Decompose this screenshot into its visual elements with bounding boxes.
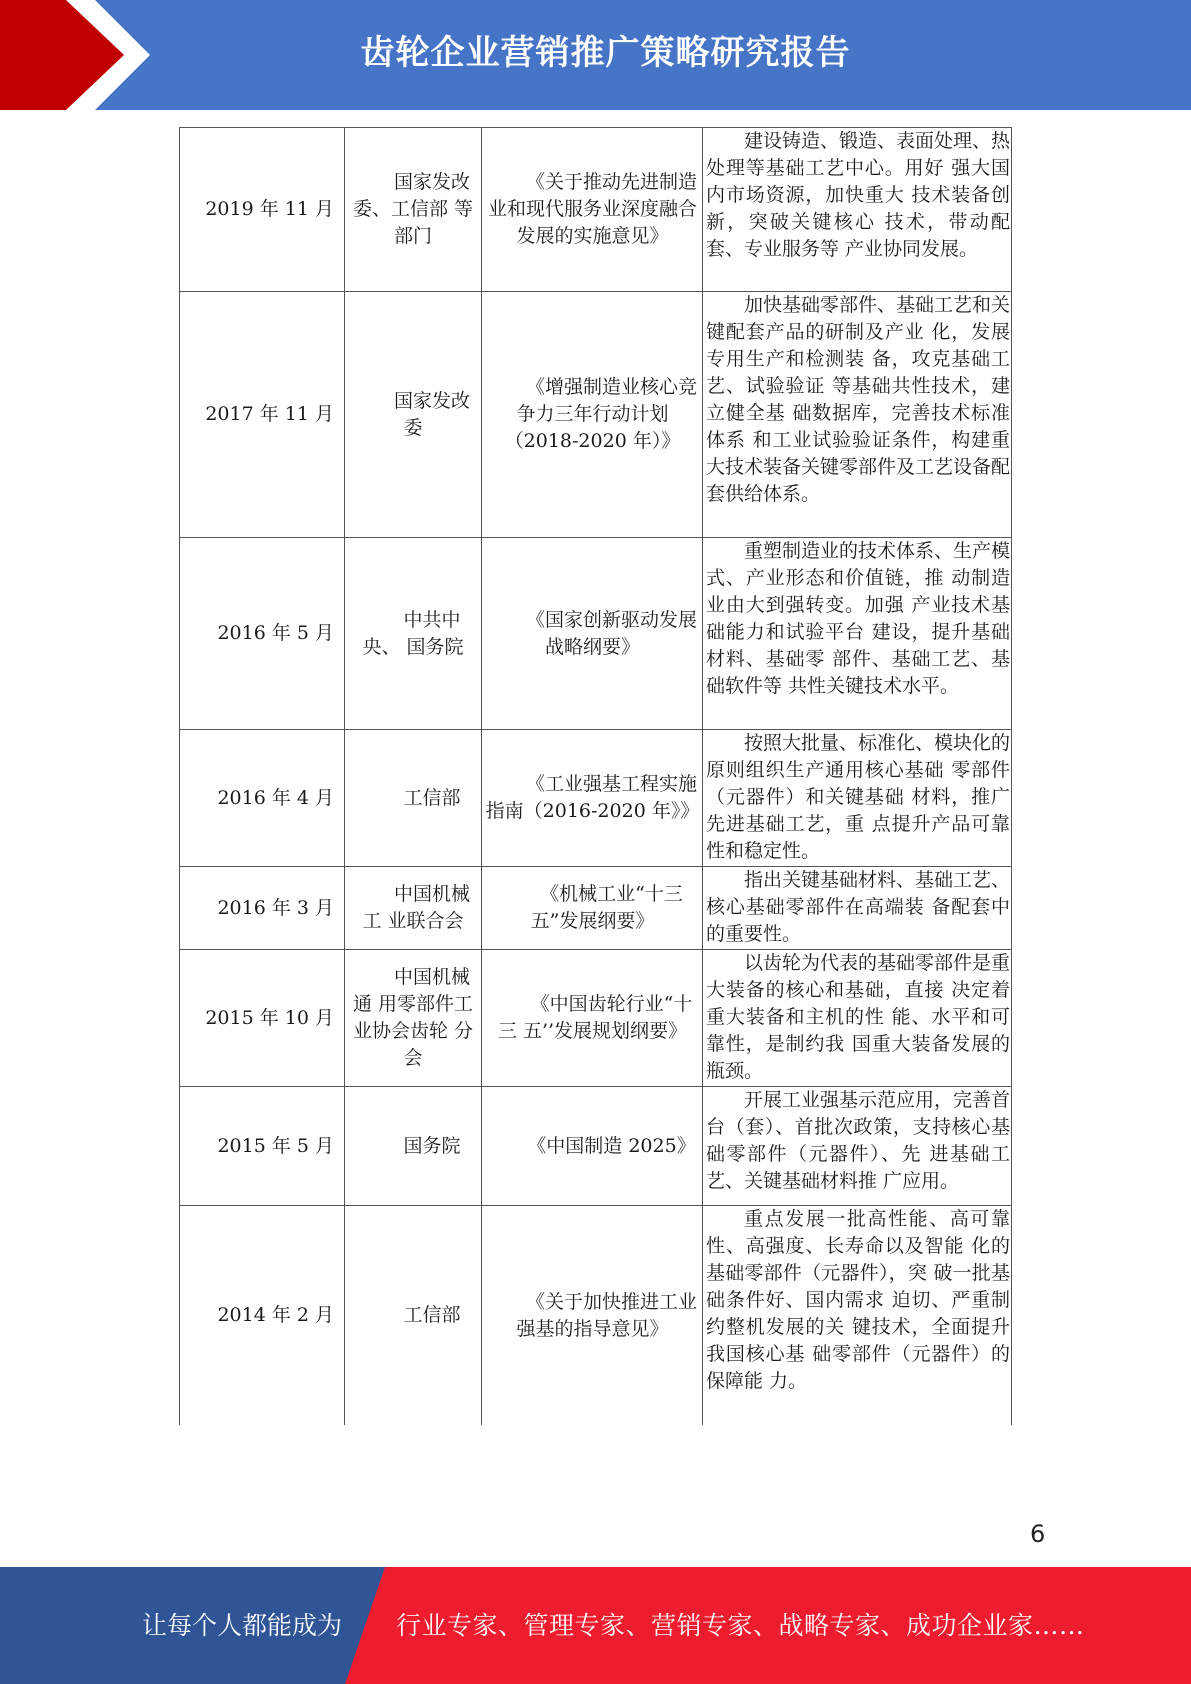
issuing-department-cell xyxy=(345,730,482,867)
issuing-department-cell xyxy=(345,538,482,730)
page-header xyxy=(0,0,1191,110)
policy-document-text: 《国家创新驱动发展 战略纲要》 xyxy=(525,608,697,658)
policy-date-text: 2016 年 5 月 xyxy=(217,622,334,644)
policy-content-text: 指出关键基础材料、基础工艺、核心基础零部件在高端装 备配套中的重要性。 xyxy=(706,869,1010,945)
policy-date-cell xyxy=(180,950,345,1087)
policy-content-cell xyxy=(703,1087,1012,1206)
policy-content-text: 开展工业强基示范应用，完善首台（套）、首批次政策，支持核心基础零部件（元器件）、先 进基础工艺、关键基础材料推 广应用。 xyxy=(706,1089,1010,1192)
issuing-department-cell xyxy=(345,128,482,292)
issuing-department-text: 中国机械工 业联合会 xyxy=(362,883,470,932)
policy-content-cell xyxy=(703,128,1012,292)
issuing-department-cell xyxy=(345,292,482,538)
policy-document-text: 《机械工业“十三五”发展纲要》 xyxy=(530,883,683,932)
issuing-department-cell xyxy=(345,1206,482,1426)
policy-document-text: 《中国制造 2025》 xyxy=(527,1134,696,1157)
footer-slogan-right: 行业专家、管理专家、营销专家、战略专家、成功企业家…… xyxy=(396,1611,1085,1640)
issuing-department-text: 工信部 xyxy=(403,1304,461,1326)
policy-date-text: 2016 年 3 月 xyxy=(217,896,334,919)
policy-document-text: 《中国齿轮行业“十三 五’’发展规划纲要》 xyxy=(497,993,693,1042)
policy-document-cell xyxy=(482,128,703,292)
table-row xyxy=(180,730,1012,867)
policy-content-text: 加快基础零部件、基础工艺和关键配套产品的研制及产业 化，发展专用生产和检测装 备，攻克基础工艺、试验验证 等基础共性技术，建立健全基 础数据库，完善技术标准体系 和工业试验验证条件，构建重 大技术装备关键零部件及工艺设备配套供给体系。 xyxy=(706,294,1010,505)
page-footer xyxy=(0,1567,1191,1684)
policy-content-cell xyxy=(703,538,1012,730)
policy-document-cell xyxy=(482,867,703,950)
issuing-department-text: 中共中央、 国务院 xyxy=(362,608,464,658)
issuing-department-cell xyxy=(345,950,482,1087)
policy-date-cell xyxy=(180,730,345,867)
policy-content-text: 按照大批量、标准化、模块化的原则组织生产通用核心基础 零部件（元器件）和关键基础 材料，推广先进基础工艺，重 点提升产品可靠性和稳定性。 xyxy=(706,732,1010,862)
policy-document-text: 《关于加快推进工业 强基的指导意见》 xyxy=(516,1290,697,1340)
issuing-department-text: 国家发改委、工信部 等部门 xyxy=(352,171,474,247)
policy-date-cell xyxy=(180,538,345,730)
policy-document-cell xyxy=(482,1087,703,1206)
policy-date-cell xyxy=(180,867,345,950)
table-row xyxy=(180,950,1012,1087)
issuing-department-cell xyxy=(345,867,482,950)
policy-content-cell xyxy=(703,1206,1012,1426)
policy-document-cell xyxy=(482,292,703,538)
policy-content-text: 以齿轮为代表的基础零部件是重大装备的核心和基础，直接 决定着重大装备和主机的性 能、水平和可靠性，是制约我 国重大装备发展的瓶颈。 xyxy=(706,952,1010,1082)
issuing-department-text: 国家发改委 xyxy=(393,389,470,439)
table-row xyxy=(180,292,1012,538)
table-row xyxy=(180,128,1012,292)
issuing-department-cell xyxy=(345,1087,482,1206)
report-title: 齿轮企业营销推广策略研究报告 xyxy=(360,33,851,73)
policy-content-text: 重塑制造业的技术体系、生产模式、产业形态和价值链，推 动制造业由大到强转变。加强 产业技术基础能力和试验平台 建设，提升基础材料、基础零 部件、基础工艺、基础软件等 共性关键技术水平。 xyxy=(706,540,1010,697)
policy-document-text: 《增强制造业核心竞 争力三年行动计划（2018-2020 年）》 xyxy=(504,376,697,452)
policy-content-text: 建设铸造、锻造、表面处理、热处理等基础工艺中心。用好 强大国内市场资源，加快重大 技术装备创新，突破关键核心 技术，带动配套、专业服务等 产业协同发展。 xyxy=(706,130,1010,260)
issuing-department-text: 国务院 xyxy=(403,1134,461,1157)
table-row xyxy=(180,1087,1012,1206)
footer-slogan-left: 让每个人都能成为 xyxy=(142,1611,343,1640)
policy-document-cell xyxy=(482,950,703,1087)
policy-content-text: 重点发展一批高性能、高可靠性、高强度、长寿命以及智能 化的基础零部件（元器件），突 破一批基础条件好、国内需求 迫切、严重制约整机发展的关 键技术，全面提升我国核心基 础零部件（元器件）的保障能 力。 xyxy=(706,1208,1010,1392)
policy-content-cell xyxy=(703,292,1012,538)
policy-date-text: 2014 年 2 月 xyxy=(217,1304,334,1326)
policy-date-text: 2017 年 11 月 xyxy=(205,403,334,425)
table-row xyxy=(180,538,1012,730)
page-number: 6 xyxy=(1030,1520,1046,1548)
policy-date-cell xyxy=(180,128,345,292)
policy-date-cell xyxy=(180,1206,345,1426)
table-row xyxy=(180,867,1012,950)
policy-date-cell xyxy=(180,1087,345,1206)
policy-date-text: 2016 年 4 月 xyxy=(217,786,334,809)
policy-content-cell xyxy=(703,950,1012,1087)
policy-document-text: 《关于推动先进制造 业和现代服务业深度融合发展的实施意见》 xyxy=(487,171,697,247)
policy-content-cell xyxy=(703,730,1012,867)
policy-content-cell xyxy=(703,867,1012,950)
issuing-department-text: 工信部 xyxy=(403,786,461,809)
policy-document-cell xyxy=(482,538,703,730)
policy-date-text: 2019 年 11 月 xyxy=(205,198,334,220)
policy-table-container xyxy=(179,127,1012,1425)
policy-document-cell xyxy=(482,1206,703,1426)
policy-table xyxy=(179,127,1012,1425)
table-row xyxy=(180,1206,1012,1426)
policy-date-text: 2015 年 10 月 xyxy=(205,1006,334,1029)
issuing-department-text: 中国机械通 用零部件工业协会齿轮 分会 xyxy=(352,966,474,1069)
policy-document-text: 《工业强基工程实施 指南（2016-2020 年》》 xyxy=(485,773,700,822)
policy-date-cell xyxy=(180,292,345,538)
policy-document-cell xyxy=(482,730,703,867)
policy-date-text: 2015 年 5 月 xyxy=(217,1134,334,1157)
